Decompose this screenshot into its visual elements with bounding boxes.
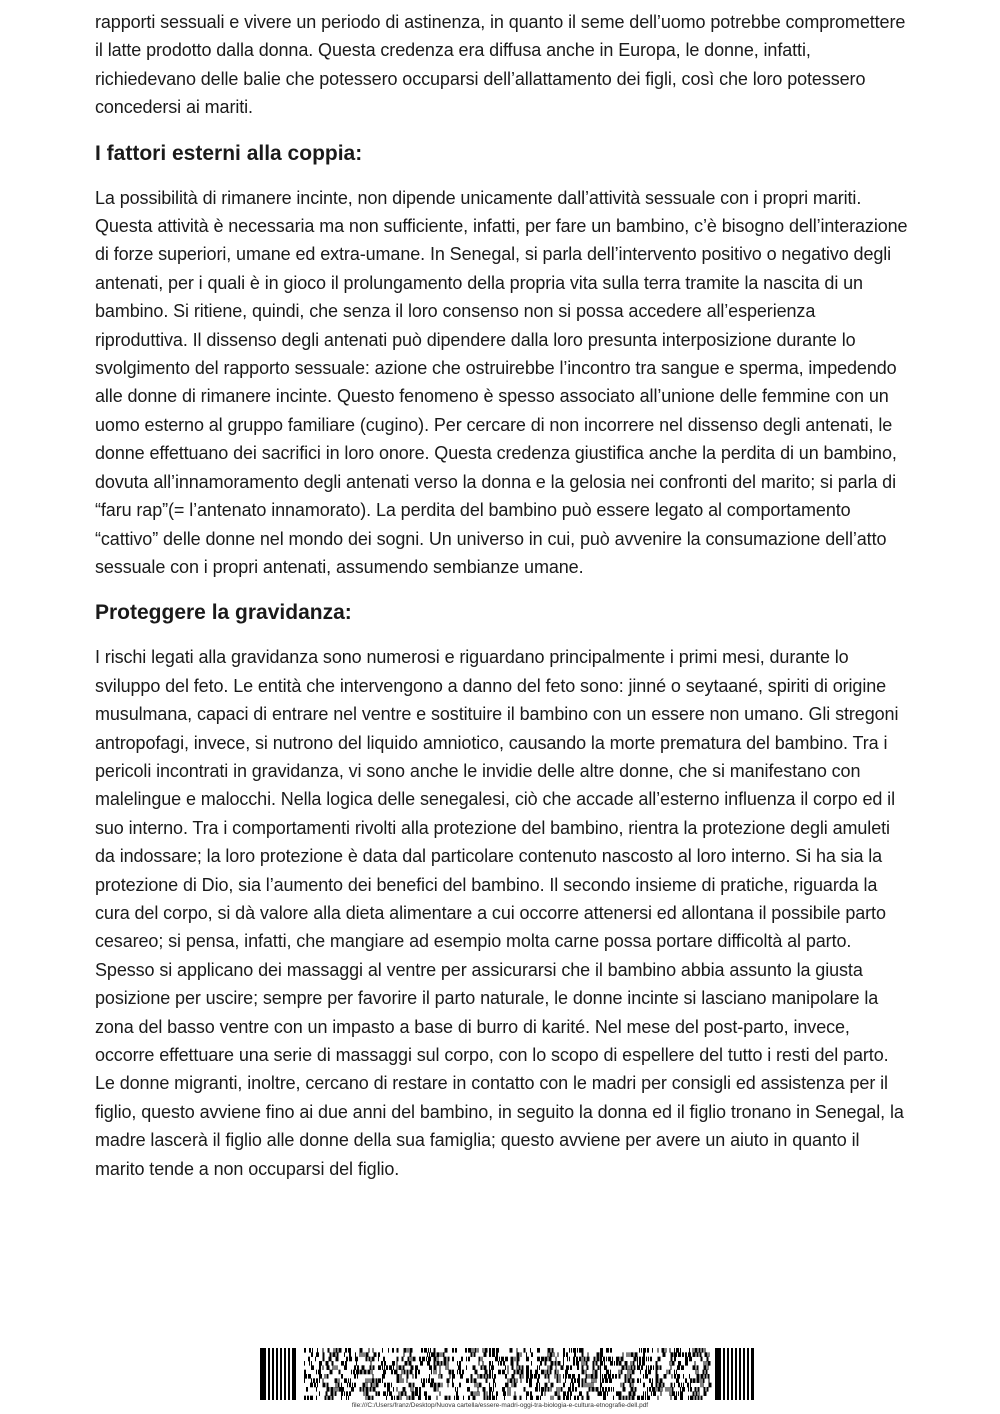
- paragraph-fattori-esterni: La possibilità di rimanere incinte, non dipende unicamente dall’attività sessuale con i propri mariti. Questa attività è necessaria ma non sufficiente, infatti, per fare un bambino, c’è bisogno dell’interazione di forze superiori, umane ed extra-umane. In Senegal, si parla dell’intervento positivo o negativo degli antenati, per i quali è in gioco il prolungamento della propria vita sulla terra tramite la nascita di un bambino. Si ritiene, quindi, che senza il loro consenso non si possa accedere all’esperienza riproduttiva. Il dissenso degli antenati può dipendere dalla loro presunta interposizione durante lo svolgimento del rapporto sessuale: azione che ostruirebbe l’incontro tra sangue e sperma, impedendo alle donne di rimanere incinte. Questo fenomeno è spesso associato all’unione delle femmine con un uomo esterno al gruppo familiare (cugino). Per cercare di non incorrere nel dissenso degli antenati, le donne effettuano dei sacrifici in loro onore. Questa credenza giustifica anche la perdita di un bambino, dovuta all’innamoramento degli antenati verso la donna e la gelosia nei confronti del marito; si parla di “faru rap”(= l’antenato innamorato). La perdita del bambino può essere legato al comportamento “cattivo” delle donne nel mondo dei sogni. Un universo in cui, può avvenire la consumazione dell’atto sessuale con i propri antenati, assumendo sembianze umane.: [95, 187, 908, 577]
- heading-proteggere-gravidanza: Proteggere la gravidanza:: [95, 601, 352, 625]
- paragraph-intro: rapporti sessuali e vivere un periodo di astinenza, in quanto il seme dell’uomo potrebbe compromettere il latte prodotto dalla donna. Questa credenza era diffusa anche in Europa, le donne, infatti, richiedevano delle balie che potessero occuparsi dell’allattamento dei figli, così che loro potessero concedersi ai mariti.: [95, 12, 906, 118]
- heading-fattori-esterni: I fattori esterni alla coppia:: [95, 141, 363, 165]
- paragraph-proteggere-gravidanza: I rischi legati alla gravidanza sono numerosi e riguardano principalmente i primi mesi, durante lo sviluppo del feto. Le entità che intervengono a danno del feto sono: jinné o seytaané, spiriti di origine musulmana, capaci di entrare nel ventre e sostituire il bambino con un essere non umano. Gli stregoni antropofagi, invece, si nutrono del liquido amniotico, causando la morte prematura del bambino. Tra i pericoli incontrati in gravidanza, vi sono anche le invidie delle altre donne, che si manifestano con malelingue e malocchi. Nella logica delle senegalesi, ciò che accade all’esterno influenza il corpo ed il suo interno. Tra i comportamenti rivolti alla protezione del bambino, rientra la protezione degli amuleti da indossare; la loro protezione è data dal particolare contenuto nascosto al loro interno. Si ha sia la protezione di Dio, sia l’aumento dei benefici del bambino. Il secondo insieme di pratiche, riguarda la cura del corpo, si dà valore alla dieta alimentare a cui occorre attenersi ed allontana il possibile parto cesareo; si pensa, infatti, che mangiare ad esempio molta carne possa portare difficoltà al parto. Spesso si applicano dei massaggi al ventre per assicurarsi che il bambino abbia assunto la giusta posizione per uscire; sempre per favorire il parto naturale, le donne incinte si lasciano manipolare la zona del basso ventre con un impasto a base di burro di karité. Nel mese del post-parto, invece, occorre effettuare una serie di massaggi sul corpo, con lo scopo di espellere del tutto i resti del parto. Le donne migranti, inoltre, cercano di restare in contatto con le madri per consigli ed assistenza per il figlio, questo avviene fino ai due anni del bambino, in seguito la donna ed il figlio tronano in Senegal, la madre lascerà il figlio alle donne della sua famiglia; questo avviene per avere un aiuto in quanto il marito tende a non occuparsi del figlio.: [95, 647, 904, 1179]
- barcode-icon: [260, 1348, 755, 1400]
- page-footer: [0, 1348, 1000, 1414]
- document-body: [95, 8, 910, 1183]
- file-path-text: file:///C:/Users/franz/Desktop/Nuova cartella/essere-madri-oggi-tra-biologia-e-cultura-etnografie-dell.pdf: [351, 1402, 649, 1409]
